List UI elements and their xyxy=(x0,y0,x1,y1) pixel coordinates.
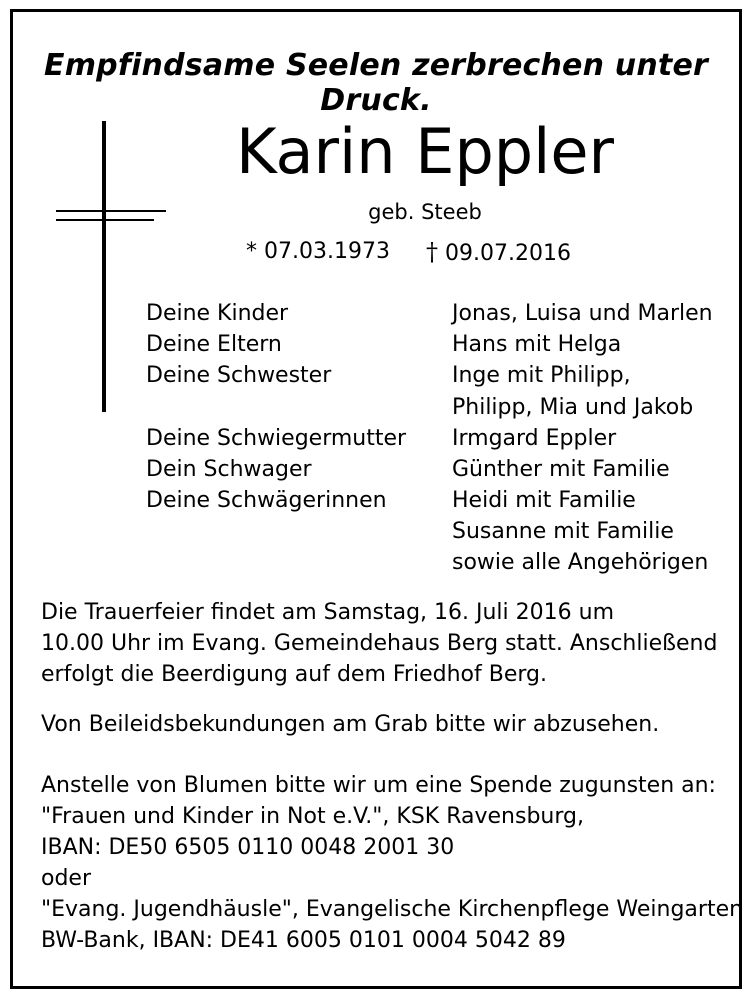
death-date-line xyxy=(426,238,571,268)
relative-names: Heidi mit Familie xyxy=(452,488,636,513)
funeral-line: 10.00 Uhr im Evang. Gemeindehaus Berg statt. Anschließend xyxy=(41,631,718,656)
donation-line: "Evang. Jugendhäusle", Evangelische Kirchenpflege Weingarten xyxy=(41,897,744,922)
death-date: 09.07.2016 xyxy=(445,241,571,266)
condolences-paragraph xyxy=(41,709,731,740)
relative-names: Hans mit Helga xyxy=(452,332,622,357)
motto-heading: Empfindsame Seelen zerbrechen unter Druck. xyxy=(44,48,708,118)
relative-label: Deine Schwiegermutter xyxy=(146,426,407,451)
relative-label: Dein Schwager xyxy=(146,457,312,482)
relative-label: Deine Eltern xyxy=(146,332,282,357)
funeral-line: erfolgt die Beerdigung auf dem Friedhof Berg. xyxy=(41,662,547,687)
donation-line: Anstelle von Blumen bitte wir um eine Spende zugunsten an: xyxy=(41,773,716,798)
relative-label: Deine Kinder xyxy=(146,301,289,326)
relative-names: Philipp, Mia und Jakob xyxy=(452,395,694,420)
relative-label: Deine Schwester xyxy=(146,363,332,388)
relative-names: Susanne mit Familie xyxy=(452,519,674,544)
donation-line: IBAN: DE50 6505 0110 0048 2001 30 xyxy=(41,835,455,860)
relative-names: Inge mit Philipp, xyxy=(452,363,631,388)
relative-names: Günther mit Familie xyxy=(452,457,670,482)
funeral-paragraph xyxy=(41,597,731,690)
donation-line: BW-Bank, IBAN: DE41 6005 0101 0004 5042 89 xyxy=(41,928,566,953)
donation-line: oder xyxy=(41,866,92,891)
relative-names: sowie alle Angehörigen xyxy=(452,550,709,575)
donation-line: "Frauen und Kinder in Not e.V.", KSK Ravensburg, xyxy=(41,804,584,829)
donation-paragraph xyxy=(41,770,744,956)
birth-name: geb. Steeb xyxy=(368,200,482,224)
relative-names: Jonas, Luisa und Marlen xyxy=(452,301,713,326)
deceased-name: Karin Eppler xyxy=(235,115,615,188)
condolences-line: Von Beileidsbekundungen am Grab bitte wir abzusehen. xyxy=(41,712,660,737)
funeral-line: Die Trauerfeier findet am Samstag, 16. Juli 2016 um xyxy=(41,600,615,625)
relative-names: Irmgard Eppler xyxy=(452,426,617,451)
dagger-icon: † xyxy=(426,238,438,266)
birth-date: * 07.03.1973 xyxy=(246,239,390,264)
relative-label: Deine Schwägerinnen xyxy=(146,488,387,513)
